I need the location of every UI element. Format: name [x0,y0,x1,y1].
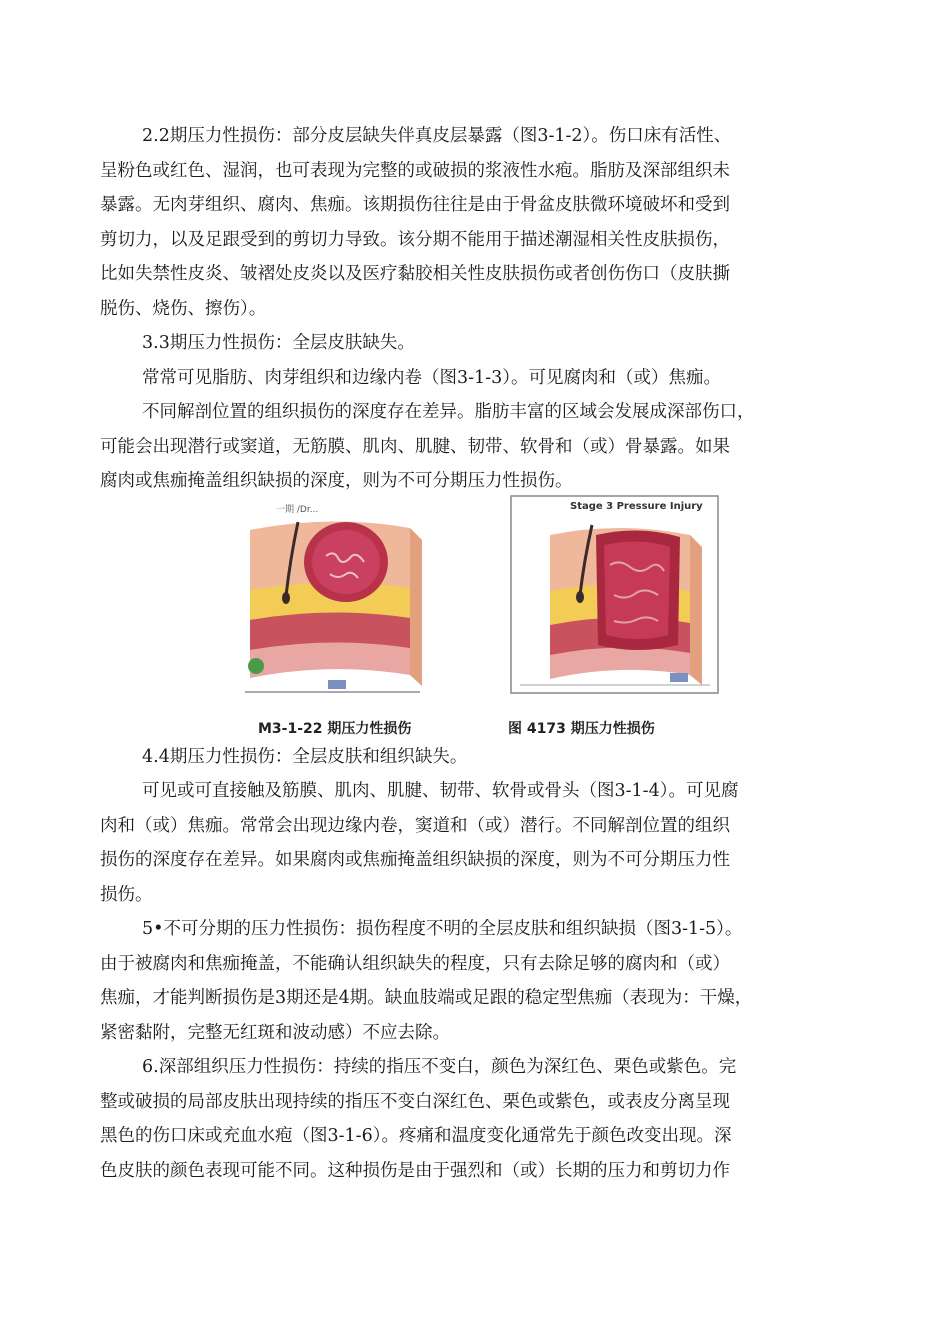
text-line: 5•不可分期的压力性损伤：损伤程度不明的全层皮肤和组织缺损（图3-1-5）。 [142,919,743,939]
paragraph-stage3-desc [100,361,860,396]
text-line: 3.3期压力性损伤：全层皮肤缺失。 [142,333,415,353]
paragraph-stage2 [100,119,860,326]
stage2-illustration [240,500,425,696]
text-line: 腐肉或焦痂掩盖组织缺损的深度，则为不可分期压力性损伤。 [100,471,573,491]
text-line: 色皮肤的颜色表现可能不同。这种损伤是由于强烈和（或）长期的压力和剪切力作 [100,1160,730,1181]
text-line: 可见或可直接触及筋膜、肌肉、肌腱、韧带、软骨或骨头（图3-1-4）。可见腐 [142,781,739,801]
paragraph-stage3-depth [100,395,860,499]
text-line: 不同解剖位置的组织损伤的深度存在差异。脂肪丰富的区域会发展成深部伤口， [142,402,755,422]
text-line: 2.2期压力性损伤：部分皮层缺失伴真皮层暴露（图3-1-2）。伤口床有活性、 [142,126,732,146]
stage3-illustration [510,495,720,695]
text-line: 损伤。 [100,884,153,905]
figure-caption-right: 图 4173 期压力性损伤 [508,721,655,737]
text-line: 损伤的深度存在差异。如果腐肉或焦痂掩盖组织缺损的深度，则为不可分期压力性 [100,850,730,870]
text-line: 脱伤、烧伤、擦伤）。 [100,298,267,319]
paragraph-stage4-desc [100,774,860,912]
paragraph-deep-tissue [100,1050,860,1188]
text-line: 剪切力，以及足跟受到的剪切力导致。该分期不能用于描述潮湿相关性皮肤损伤， [100,229,730,250]
paragraph-stage4-heading [100,740,860,775]
text-line: 常常可见脂肪、肉芽组织和边缘内卷（图3-1-3）。可见腐肉和（或）焦痂。 [142,368,721,388]
figure-title: Stage 3 Pressure Injury [570,501,703,512]
text-line: 焦痂，才能判断损伤是3期还是4期。缺血肢端或足跟的稳定型焦痂（表现为：干燥， [100,988,753,1008]
text-line: 6.深部组织压力性损伤：持续的指压不变白，颜色为深红色、栗色或紫色。完 [142,1057,737,1077]
figure-caption-left: M3-1-22 期压力性损伤 [258,721,412,737]
paragraph-stage3-heading [100,326,860,361]
figure-stage2 [240,500,425,696]
text-line: 可能会出现潜行或窦道，无筋膜、肌肉、肌腱、韧带、软骨和（或）骨暴露。如果 [100,436,730,457]
text-line: 由于被腐肉和焦痂掩盖，不能确认组织缺失的程度，只有去除足够的腐肉和（或） [100,953,730,974]
text-line: 4.4期压力性损伤：全层皮肤和组织缺失。 [142,747,468,767]
text-line: 呈粉色或红色、湿润，也可表现为完整的或破损的浆液性水疱。脂肪及深部组织未 [100,160,730,181]
text-line: 肉和（或）焦痂。常常会出现边缘内卷，窦道和（或）潜行。不同解剖位置的组织 [100,815,730,836]
text-line: 暴露。无肉芽组织、腐肉、焦痂。该期损伤往往是由于骨盆皮肤微环境破坏和受到 [100,195,730,215]
figure-top-label: 一期 /Dr... [276,505,319,515]
figure-stage3 [510,495,720,695]
paragraph-unstageable [100,912,860,1050]
text-line: 整或破损的局部皮肤出现持续的指压不变白深红色、栗色或紫色，或表皮分离呈现 [100,1091,730,1112]
text-line: 黑色的伤口床或充血水疱（图3-1-6）。疼痛和温度变化通常先于颜色改变出现。深 [100,1126,732,1146]
text-line: 比如失禁性皮炎、皱褶处皮炎以及医疗黏胶相关性皮肤损伤或者创伤伤口（皮肤撕 [100,264,730,284]
text-line: 紧密黏附，完整无红斑和波动感）不应去除。 [100,1022,450,1043]
